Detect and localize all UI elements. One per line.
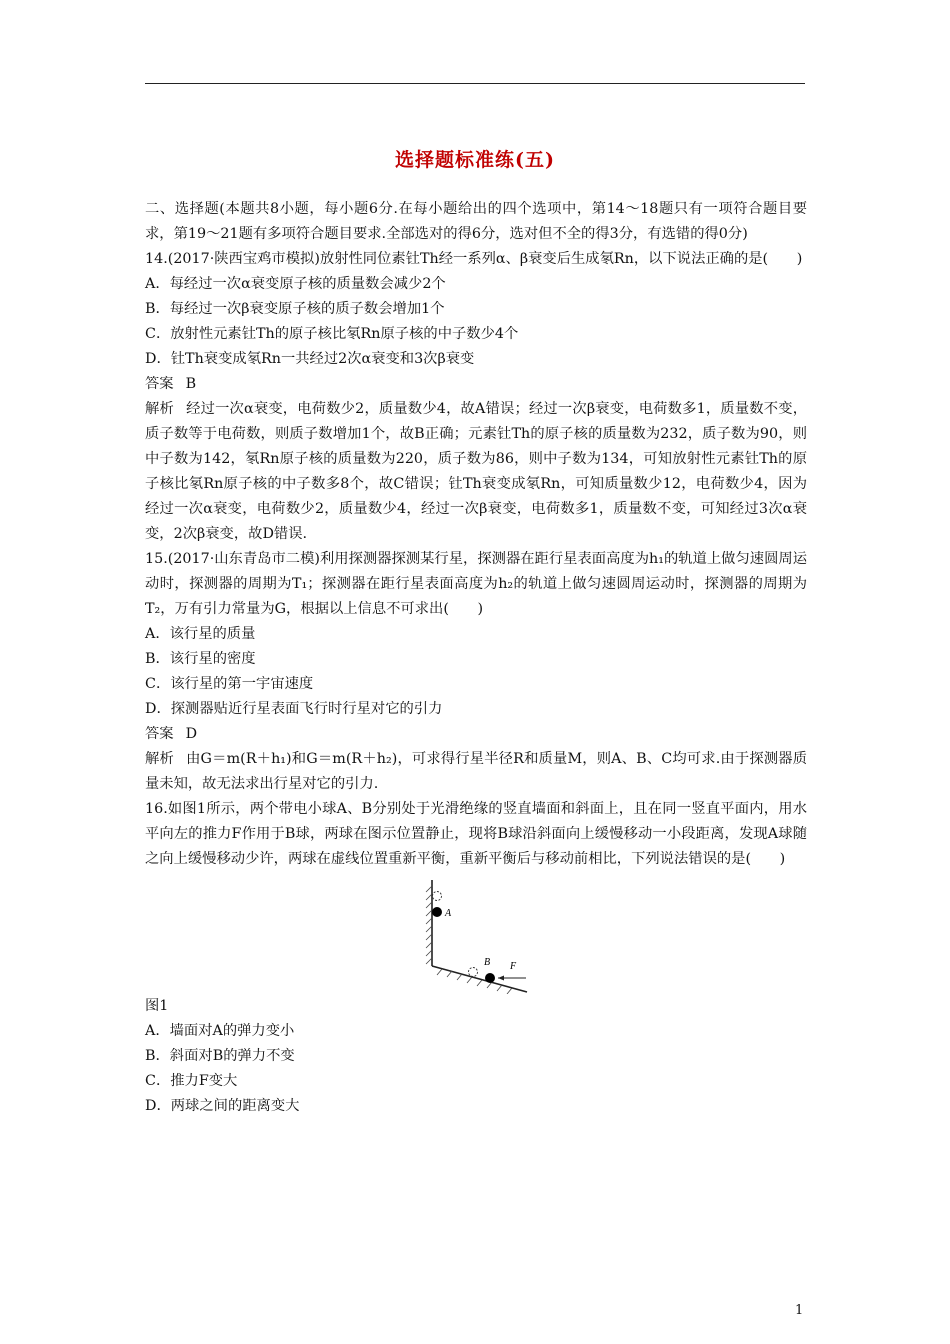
q15-option-d: D．探测器贴近行星表面飞行时行星对它的引力	[145, 701, 443, 717]
q15-option-c: C．该行星的第一宇宙速度	[145, 676, 314, 692]
q16-option-b: B．斜面对B的弹力不变	[145, 1048, 295, 1064]
content	[145, 197, 807, 1119]
page-number: 1	[795, 1303, 804, 1318]
q14-option-d: D．钍Th衰变成氡Rn一共经过2次α衰变和3次β衰变	[145, 351, 475, 367]
q14-option-b: B．每经过一次β衰变原子核的质子数会增加1个	[145, 301, 445, 317]
q16-option-c: C．推力F变大	[145, 1073, 238, 1089]
q14-analysis	[145, 397, 807, 547]
figure-1	[145, 876, 807, 994]
analysis-text: 由G＝m(R＋h₁)和G＝m(R＋h₂)，可求得行星半径R和质量M，则A、B、C均可求.由于探测器质量未知，故无法求出行星对它的引力.	[145, 751, 808, 792]
ball-b	[485, 973, 495, 983]
q15-answer	[145, 722, 807, 747]
answer-label: 答案	[145, 726, 174, 742]
label-a: A	[445, 908, 452, 919]
q14-option-c: C．放射性元素钍Th的原子核比氡Rn原子核的中子数少4个	[145, 326, 519, 342]
ball-a	[432, 907, 442, 917]
figure-caption: 图1	[145, 998, 169, 1014]
header-rule	[145, 83, 805, 84]
label-f: F	[510, 961, 517, 972]
answer-value: B	[185, 376, 197, 392]
analysis-label: 解析	[145, 401, 174, 417]
analysis-label: 解析	[145, 751, 174, 767]
q16-option-d: D．两球之间的距离变大	[145, 1098, 300, 1114]
q16-option-a: A．墙面对A的弹力变小	[145, 1023, 295, 1039]
page-title: 选择题标准练(五)	[395, 149, 555, 171]
answer-label: 答案	[145, 376, 174, 392]
q15-stem: 15.(2017·山东青岛市二模)利用探测器探测某行星，探测器在距行星表面高度为h₁的轨道上做匀速圆周运动时，探测器的周期为T₁；探测器在距行星表面高度为h₂的轨道上做匀速圆周运动时，探测器的周期为T₂，万有引力常量为G，根据以上信息不可求出( )	[145, 551, 807, 617]
force-arrowhead	[498, 976, 504, 981]
analysis-text: 经过一次α衰变，电荷数少2，质量数少4，故A错误；经过一次β衰变，电荷数多1，质量数不变，质子数等于电荷数，则质子数增加1个，故B正确；元素钍Th的原子核的质量数为232，质子数为90，则中子数为142，氡Rn原子核的质量数为220，质子数为86，则中子数为134，可知放射性元素钍Th的原子核比氡Rn原子核的中子数多8个，故C错误；钍Th衰变成氡Rn，可知质量数少12，电荷数少4，因为经过一次α衰变，电荷数少2，质量数少4，经过一次β衰变，电荷数多1，质量数不变，可知经过3次α衰变，2次β衰变，故D错误.	[145, 401, 808, 542]
q15-analysis	[145, 747, 807, 797]
wall-incline-diagram	[422, 876, 542, 994]
q15-option-b: B．该行星的密度	[145, 651, 256, 667]
wall-hatching	[426, 886, 432, 964]
answer-value: D	[185, 726, 198, 742]
q14-option-a: A．每经过一次α衰变原子核的质量数会减少2个	[145, 276, 446, 292]
ball-a-new-position	[433, 892, 442, 901]
ball-b-new-position	[469, 968, 478, 977]
section-intro: 二、选择题(本题共8小题，每小题6分.在每小题给出的四个选项中，第14～18题只有一项符合题目要求，第19～21题有多项符合题目要求.全部选对的得6分，选对但不全的得3分，有选错的得0分)	[145, 201, 807, 242]
label-b: B	[484, 957, 491, 968]
incline-hatching	[437, 969, 512, 994]
q16-stem: 16.如图1所示，两个带电小球A、B分别处于光滑绝缘的竖直墙面和斜面上，且在同一竖直平面内，用水平向左的推力F作用于B球，两球在图示位置静止，现将B球沿斜面向上缓慢移动一小段距离，发现A球随之向上缓慢移动少许，两球在虚线位置重新平衡，重新平衡后与移动前相比，下列说法错误的是( )	[145, 801, 807, 867]
q14-stem: 14.(2017·陕西宝鸡市模拟)放射性同位素钍Th经一系列α、β衰变后生成氡Rn，以下说法正确的是( )	[145, 251, 803, 267]
q14-answer	[145, 372, 807, 397]
q15-option-a: A．该行星的质量	[145, 626, 256, 642]
